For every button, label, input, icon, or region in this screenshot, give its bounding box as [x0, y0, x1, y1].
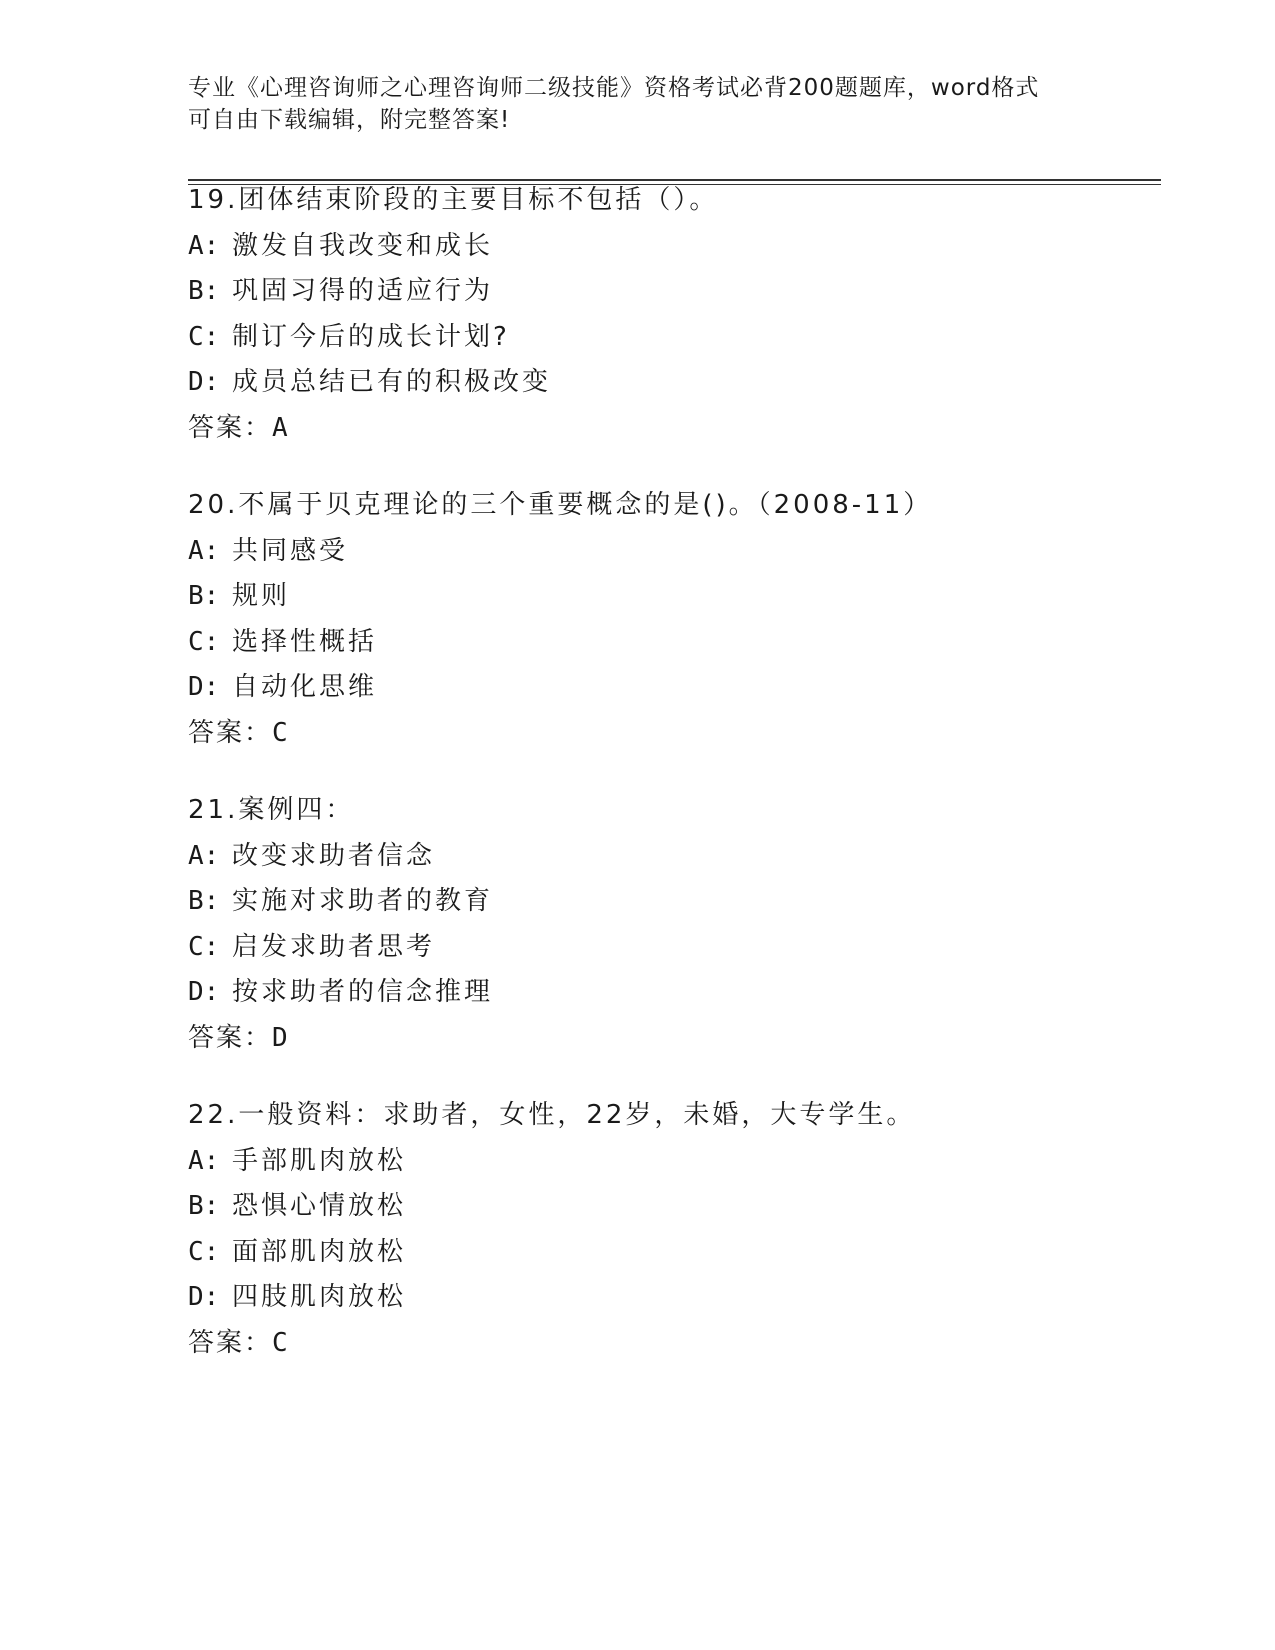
option-text: 手部肌肉放松: [232, 1145, 407, 1176]
option-text: 成员总结已有的积极改变: [232, 367, 552, 397]
option-letter: B:: [188, 886, 220, 916]
option-b: [188, 269, 1148, 315]
option-b: [188, 574, 1148, 620]
option-letter: B:: [188, 276, 220, 306]
option-text: 规则: [232, 581, 291, 611]
answer-line: [188, 406, 1148, 452]
answer-label: 答案：: [188, 717, 273, 748]
option-letter: C:: [188, 321, 220, 352]
question-block-19: [188, 178, 1148, 451]
header-line-2: 可自由下载编辑，附完整答案!: [188, 107, 511, 133]
answer-label: 答案：: [188, 1022, 273, 1053]
option-letter: D:: [188, 1282, 220, 1312]
question-title: 19.团体结束阶段的主要目标不包括（）。: [188, 185, 719, 215]
option-letter: C:: [188, 626, 220, 657]
option-letter: D:: [188, 672, 220, 702]
option-d: [188, 360, 1148, 406]
option-text: 激发自我改变和成长: [232, 230, 494, 261]
question-title: 21.案例四：: [188, 795, 355, 825]
option-d: [188, 665, 1148, 711]
option-c: [188, 315, 1148, 361]
option-a: [188, 834, 1148, 880]
question-block-22: [188, 1093, 1148, 1366]
option-text: 实施对求助者的教育: [232, 886, 494, 916]
option-text: 自动化思维: [232, 672, 378, 702]
option-a: [188, 224, 1148, 270]
answer-line: [188, 1016, 1148, 1062]
option-letter: D:: [188, 977, 220, 1007]
option-a: [188, 529, 1148, 575]
option-letter: A:: [188, 1145, 220, 1176]
option-text: 制订今后的成长计划?: [232, 321, 510, 352]
option-text: 面部肌肉放松: [232, 1236, 407, 1267]
option-text: 启发求助者思考: [232, 931, 436, 962]
answer-label: 答案：: [188, 412, 273, 443]
answer-line: [188, 711, 1148, 757]
option-b: [188, 879, 1148, 925]
option-letter: C:: [188, 1236, 220, 1267]
question-block-20: [188, 483, 1148, 756]
option-d: [188, 1275, 1148, 1321]
option-text: 巩固习得的适应行为: [232, 276, 494, 306]
answer-value: A: [272, 412, 288, 443]
option-letter: B:: [188, 1191, 220, 1221]
question-title: 22.一般资料：求助者，女性，22岁，未婚，大专学生。: [188, 1100, 916, 1130]
option-letter: C:: [188, 931, 220, 962]
option-a: [188, 1139, 1148, 1185]
option-text: 选择性概括: [232, 626, 378, 657]
option-text: 恐惧心情放松: [232, 1191, 407, 1221]
answer-value: C: [272, 1327, 288, 1358]
option-text: 四肢肌肉放松: [232, 1282, 407, 1312]
option-letter: A:: [188, 840, 220, 871]
question-title: 20.不属于贝克理论的三个重要概念的是()。（2008-11）: [188, 490, 933, 520]
option-letter: A:: [188, 230, 220, 261]
option-letter: B:: [188, 581, 220, 611]
option-c: [188, 1230, 1148, 1276]
answer-label: 答案：: [188, 1327, 273, 1358]
option-text: 共同感受: [232, 535, 349, 566]
option-letter: D:: [188, 367, 220, 397]
option-c: [188, 620, 1148, 666]
option-letter: A:: [188, 535, 220, 566]
answer-value: D: [272, 1022, 288, 1053]
question-block-21: [188, 788, 1148, 1061]
answer-value: C: [272, 717, 288, 748]
option-b: [188, 1184, 1148, 1230]
option-c: [188, 925, 1148, 971]
document-header: [188, 72, 1088, 136]
answer-line: [188, 1321, 1148, 1367]
option-text: 按求助者的信念推理: [232, 977, 494, 1007]
option-d: [188, 970, 1148, 1016]
option-text: 改变求助者信念: [232, 840, 436, 871]
header-line-1: 专业《心理咨询师之心理咨询师二级技能》资格考试必背200题题库，word格式: [188, 75, 1040, 101]
